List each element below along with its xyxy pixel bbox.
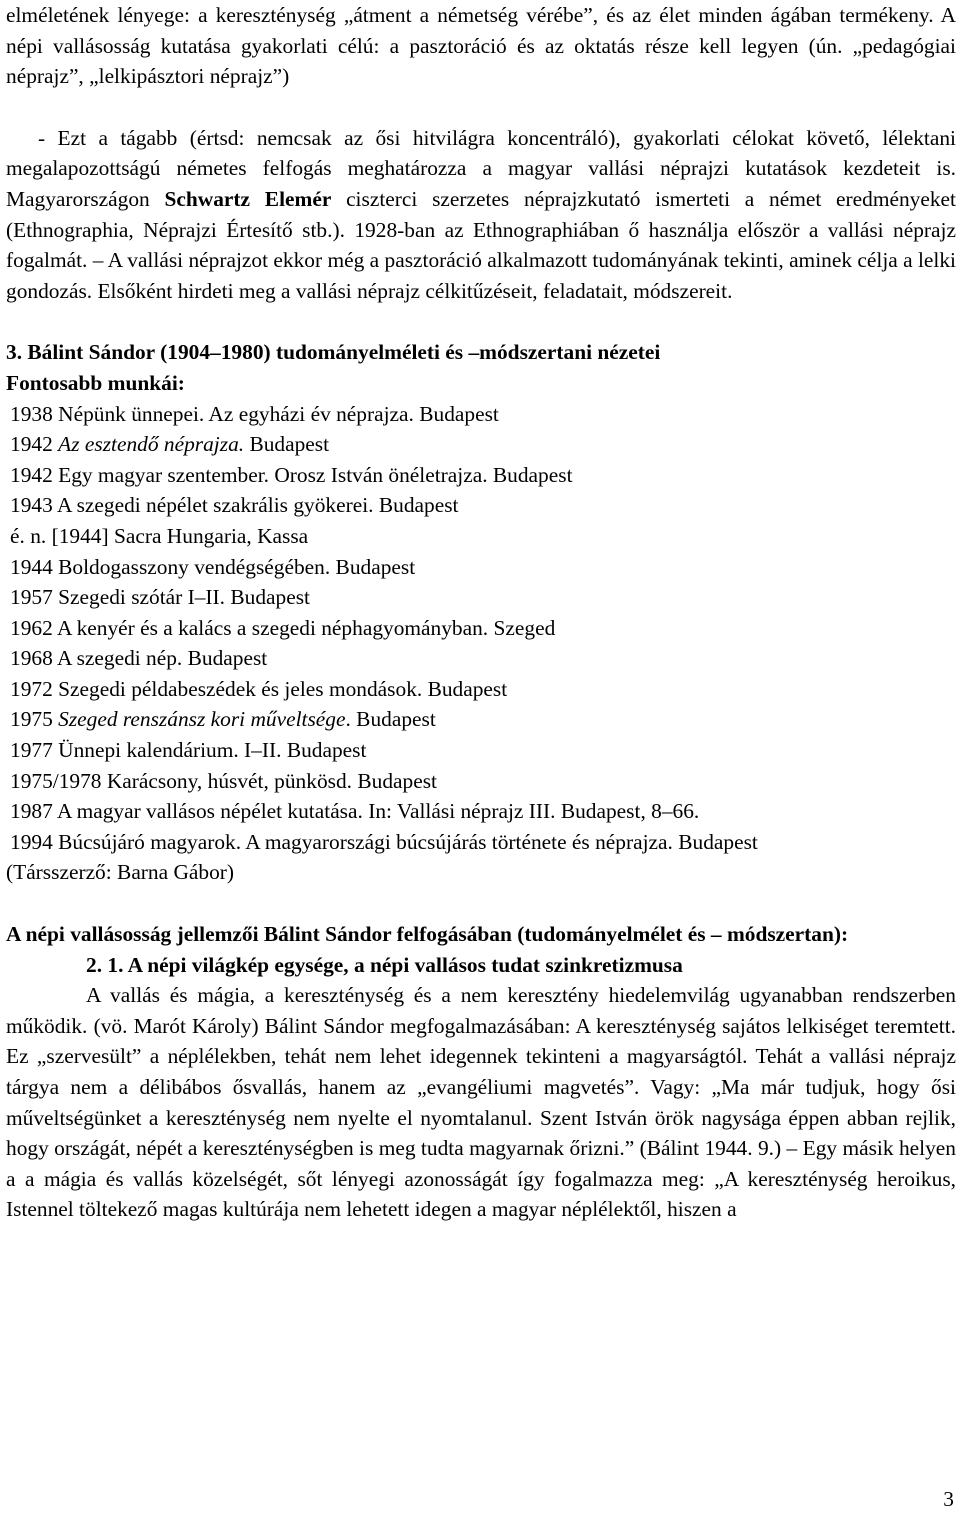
work-text: 1957 Szegedi szótár I–II. Budapest [10,585,310,610]
work-item [10,521,956,552]
section-3-heading: 3. Bálint Sándor (1904–1980) tudományelméleti és –módszertani nézetei [6,340,661,365]
schwartz-paragraph [6,123,956,307]
works-heading: Fontosabb munkái: [6,370,185,395]
work-text: 1975 [10,707,59,732]
work-text: 1944 Boldogasszony vendégségében. Budapest [10,554,416,579]
work-text: 1968 A szegedi nép. Budapest [10,646,268,671]
work-text: 1987 A magyar vallásos népélet kutatása. In: Vallási néprajz III. Budapest, 8–66. [10,799,700,824]
work-text: 1972 Szegedi példabeszédek és jeles mondások. Budapest [10,676,508,701]
work-item [10,460,956,491]
work-text-tail: . Budapest [345,707,436,732]
work-item [10,827,956,858]
work-item [10,490,956,521]
work-text: 1962 A kenyér és a kalács a szegedi néphagyományban. Szeged [10,615,556,640]
work-item [10,704,956,735]
work-item [10,582,956,613]
work-text: 1942 Egy magyar szentember. Orosz István önéletrajza. Budapest [10,462,573,487]
work-item [10,796,956,827]
document-page [6,0,956,1225]
work-text: 1943 A szegedi népélet szakrális gyökerei. Budapest [10,493,459,518]
work-text-tail: Budapest [244,432,330,457]
work-item [10,613,956,644]
work-item [10,766,956,797]
work-text: 1942 [10,432,59,457]
spacer [6,92,956,123]
work-item [10,429,956,460]
spacer [6,306,956,337]
paragraph-text-2: ciszterci szerzetes néprajzkutató ismerteti a német eredményeket (Ethnographia, Néprajzi Értesítő stb.). 1928-ban az Ethnographiában ő használja először a vallási néprajz fogalmát. – A vallási néprajzot ekkor még a pasztoráció alkalmazott tudományának tekinti, aminek célja a lelki gondozás. Elsőként hirdeti meg a vallási néprajz célkitűzéseit, feladatait, módszereit. [6,186,956,303]
work-item [10,643,956,674]
work-item [10,674,956,705]
work-text: 1938 Népünk ünnepei. Az egyházi év néprajza. Budapest [10,401,499,426]
subsection-heading: 2. 1. A népi világkép egysége, a népi vallásos tudat szinkretizmusa [86,952,683,977]
work-item [10,399,956,430]
work-item [10,735,956,766]
closing-paragraph: A vallás és mágia, a kereszténység és a nem keresztény hiedelemvilág ugyanabban rendszerben működik. (vö. Marót Károly) Bálint Sándor megfogalmazásában: A kereszténység sajátos lelkiséget teremtett. Ez „szervesült” a néplélekben, tehát nem lehet idegennek tekinteni a magyarságtól. Tehát a vallási néprajz tárgya nem a délibábos ősvallás, hanem az „evangéliumi magvetés”. Vagy: „Ma már tudjuk, hogy ősi műveltségünket a kereszténység nem nyelte el nyomtalanul. Szent István örök nagysága éppen abban rejlik, hogy országát, népét a kereszténységben is meg tudta magyarnak őrizni.” (Bálint 1944. 9.) – Egy másik helyen a a mágia és vallás közelségét, sőt lényegi azonosságát így fogalmazza meg: „A kereszténység heroikus, Istennel töltekező magas kultúrája nem lehetett idegen a magyar néplélektől, hiszen a [6,983,956,1222]
work-text: 1994 Búcsújáró magyarok. A magyarországi búcsújárás története és néprajza. Budapest [10,829,758,854]
work-title-italic: Szeged renszánsz kori műveltsége [58,707,346,732]
work-text: 1975/1978 Karácsony, húsvét, pünkösd. Budapest [10,768,437,793]
work-item [10,552,956,583]
paragraph-text-1: - Ezt a tágabb (értsd: nemcsak az ősi hitvilágra koncentráló), gyakorlati célokat követő, lélektani megalapozottságú németes felfogás meghatározza a magyar vallási néprajzi kutatások kezdeteit is. Magyarországon [6,125,956,211]
characteristics-heading: A népi vallásosság jellemzői Bálint Sándor felfogásában (tudományelmélet és – módszertan): [6,922,849,947]
intro-paragraph: elméletének lényege: a kereszténység „átment a németség vérébe”, és az élet minden ágában termékeny. A népi vallásosság kutatása gyakorlati célú: a pasztoráció és az oktatás része kell legyen (ún. „pedagógiai néprajz”, „lelkipásztori néprajz”) [6,3,956,89]
work-title-italic: Az esztendő néprajza. [58,432,245,457]
work-text: é. n. [1944] Sacra Hungaria, Kassa [10,523,309,548]
spacer [6,888,956,919]
schwartz-name: Schwartz Elemér [164,186,332,211]
works-coauthor: (Társszerző: Barna Gábor) [6,860,235,885]
page-number: 3 [943,1487,954,1511]
work-text: 1977 Ünnepi kalendárium. I–II. Budapest [10,738,367,763]
works-list [6,399,956,858]
